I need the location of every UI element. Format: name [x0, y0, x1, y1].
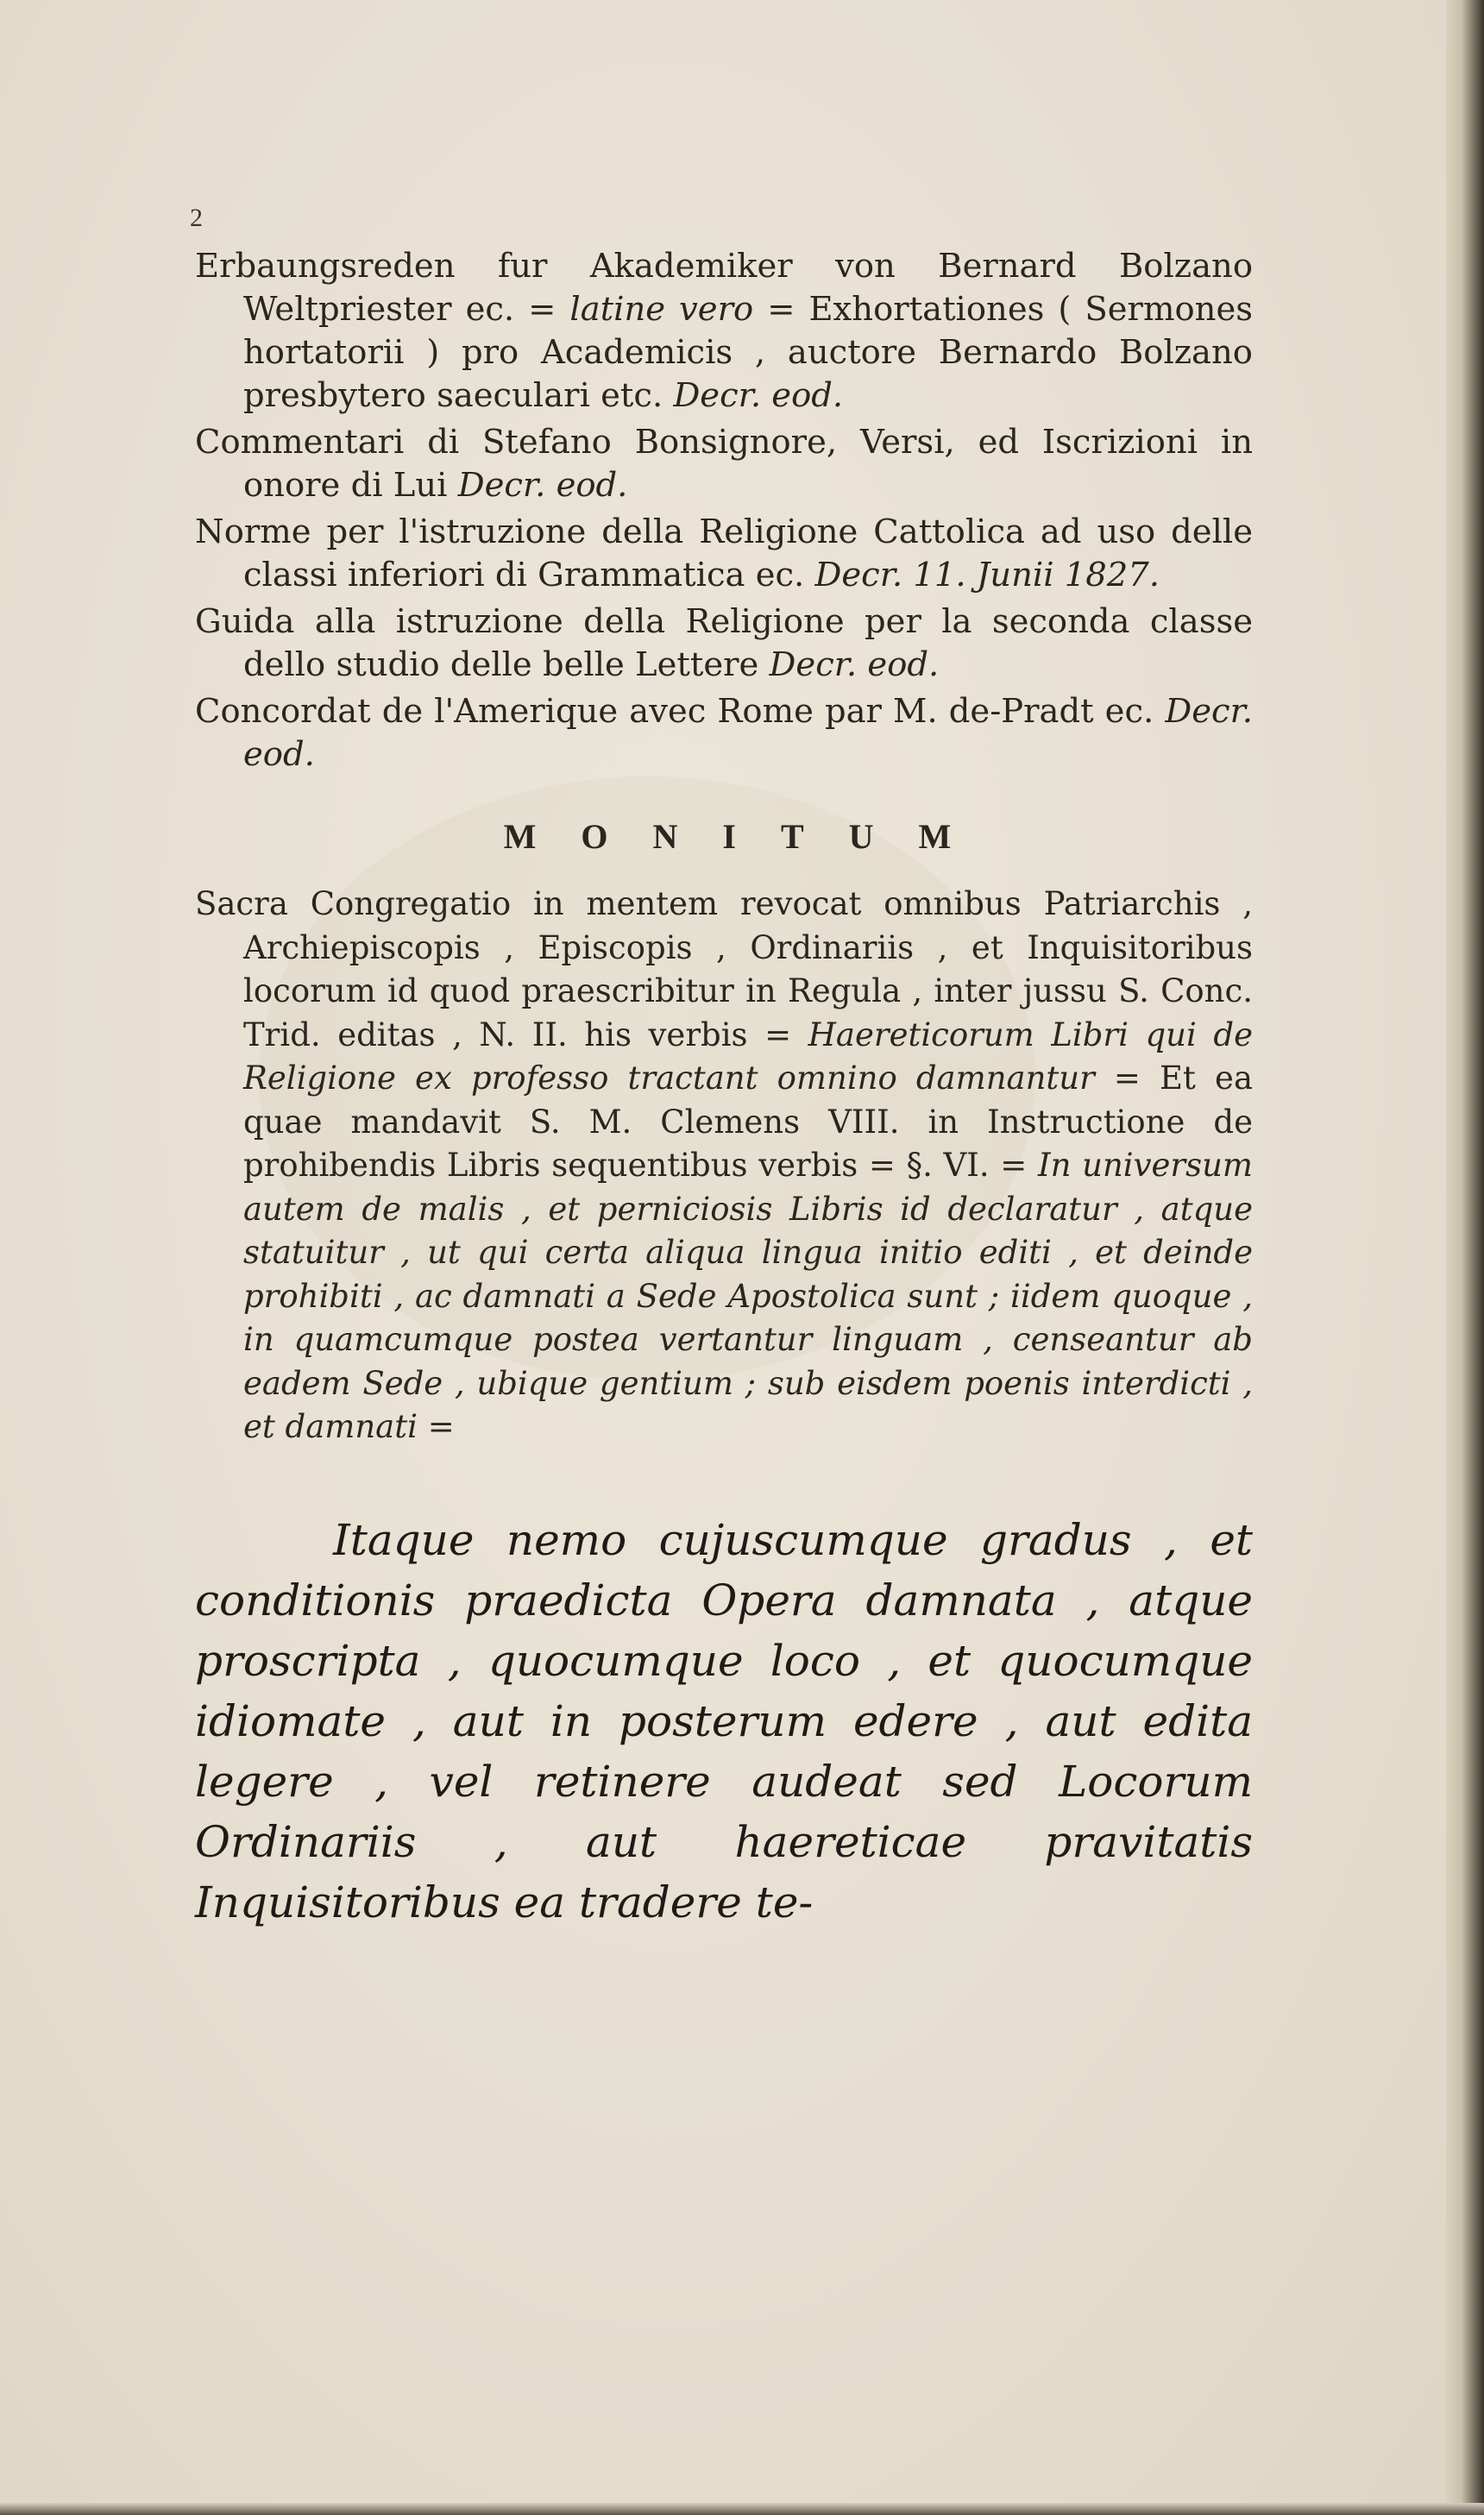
page-edge-right: [1446, 0, 1484, 2515]
decree-reference: Decr. eod.: [673, 376, 844, 415]
monitum-paragraph: Sacra Congregatio in mentem revocat omnibus Patriarchis , Archiepiscopis , Episcopis , Ordinariis , et Inquisitoribus locorum id quod praescribitur in Regula , inter jussu S. Conc. Trid. editas , N. II. his verbis = Haereticorum Libri qui de Religione ex professo tractant omnino damnantur = Et ea quae mandavit S. M. Clemens VIII. in Instructione de prohibendis Libris sequentibus verbis = §. VI. = In universum autem de malis , et perniciosis Libris id declaratur , atque statuitur , ut qui certa aliqua lingua initio editi , et deinde prohibiti , ac damnati a Sede Apostolica sunt ; iidem quoque , in quamcumque postea vertantur linguam , censeantur ab eadem Sede , ubique gentium ; sub eisdem poenis interdicti , et damnati =: [195, 885, 1253, 1445]
catalog-entry-concordat: Concordat de l'Amerique avec Rome par M. de-Pradt ec. Decr. eod.: [195, 692, 1253, 774]
decree-reference: Decr. eod.: [769, 645, 940, 684]
text-column: [195, 211, 1253, 1976]
page-edge-bottom: [0, 2503, 1484, 2515]
catalog-entry-guida: Guida alla istruzione della Religione per la seconda classe dello studio delle belle Lettere Decr. eod.: [195, 602, 1253, 684]
decree-reference: Decr. eod.: [243, 692, 1253, 774]
closing-paragraph: Itaque nemo cujuscumque gradus , et conditionis praedicta Opera damnata , atque proscripta , quocumque loco , et quocumque idiomate , aut in posterum edere , aut edita legere , vel retinere audeat sed Locorum Ordinariis , aut haereticae pravitatis Inquisitoribus ea tradere te-: [195, 1514, 1253, 1927]
decree-reference: Decr. eod.: [457, 466, 628, 505]
instruction-quotation: In universum autem de malis , et perniciosis Libris id declaratur , atque statuitur , ut qui certa aliqua lingua initio editi , et deinde prohibiti , ac damnati a Sede Apostolica sunt ; iidem quoque , in quamcumque postea vertantur linguam , censeantur ab eadem Sede , ubique gentium ; sub eisdem poenis interdicti , et damnati: [243, 1147, 1253, 1445]
decree-reference: Decr. 11. Junii 1827.: [814, 556, 1160, 594]
rule-quotation: Haereticorum Libri qui de Religione ex professo tractant omnino damnantur: [243, 1015, 1253, 1097]
catalog-entry-bonsignore: Commentari di Stefano Bonsignore, Versi, ed Iscrizioni in onore di Lui Decr. eod.: [195, 423, 1253, 505]
catalog-entry-bolzano: Erbaungsreden fur Akademiker von Bernard Bolzano Weltpriester ec. = latine vero = Exhortationes ( Sermones hortatorii ) pro Academicis , auctore Bernardo Bolzano presbytero saeculari etc. Decr. eod.: [195, 247, 1253, 415]
catalog-entry-norme: Norme per l'istruzione della Religione Cattolica ad uso delle classi inferiori di Grammatica ec. Decr. 11. Junii 1827.: [195, 512, 1253, 594]
monitum-heading: MONITUM: [503, 817, 997, 856]
page-number: 2: [190, 204, 203, 232]
